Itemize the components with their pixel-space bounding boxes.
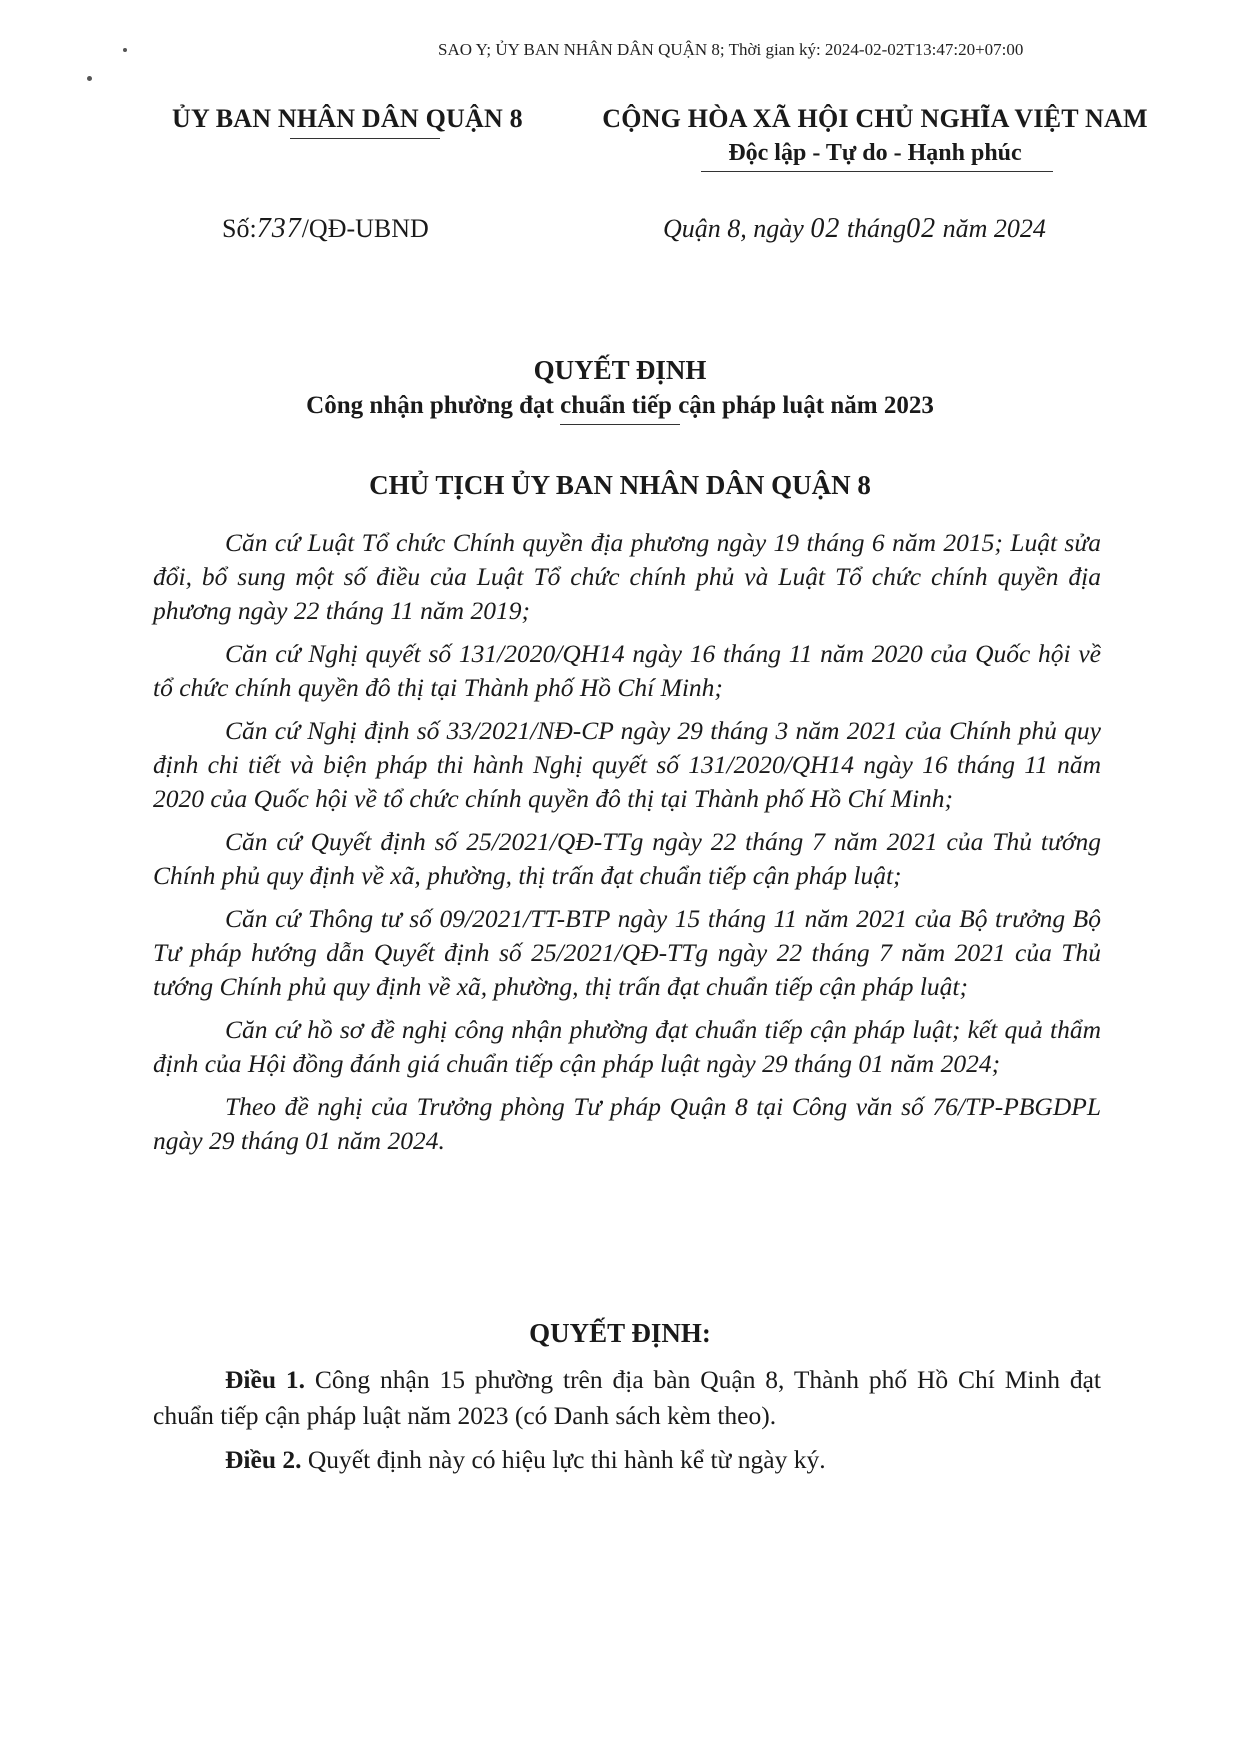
preamble-paragraph: Căn cứ Thông tư số 09/2021/TT-BTP ngày 15 tháng 11 năm 2021 của Bộ trưởng Bộ Tư pháp hướng dẫn Quyết định số 25/2021/QĐ-TTg ngày 22 tháng 7 năm 2021 của Thủ tướng Chính phủ quy định về xã, phường, thị trấn đạt chuẩn tiếp cận pháp luật; [153, 904, 1101, 1001]
preamble [153, 526, 1101, 1167]
document-title [0, 355, 1240, 425]
title-type: QUYẾT ĐỊNH [533, 355, 707, 385]
articles [153, 1362, 1101, 1486]
article-text: Công nhận 15 phường trên địa bàn Quận 8, Thành phố Hồ Chí Minh đạt chuẩn tiếp cận pháp luật năm 2023 (có Danh sách kèm theo). [153, 1365, 1102, 1430]
national-motto: Độc lập - Tự do - Hạnh phúc [728, 140, 1022, 166]
scan-speck [123, 48, 127, 52]
issuing-authority-header [172, 104, 552, 139]
document-number [222, 213, 429, 245]
nation-name: CỘNG HÒA XÃ HỘI CHỦ NGHĨA VIỆT NAM [602, 104, 1148, 133]
doc-number-suffix: /QĐ-UBND [301, 214, 429, 243]
date-month-handwritten: 02 [906, 213, 937, 244]
date-prefix: Quận 8, ngày [663, 214, 804, 243]
preamble-paragraph: Căn cứ Luật Tổ chức Chính quyền địa phương ngày 19 tháng 6 năm 2015; Luật sửa đổi, bổ sung một số điều của Luật Tổ chức chính phủ và Luật Tổ chức chính quyền địa phương ngày 22 tháng 11 năm 2019; [153, 528, 1101, 625]
scan-speck [87, 76, 92, 81]
national-header [575, 104, 1175, 172]
title-underline [560, 424, 680, 425]
organization-name: ỦY BAN NHÂN DÂN QUẬN 8 [172, 104, 523, 133]
issuing-authority-title: CHỦ TỊCH ỦY BAN NHÂN DÂN QUẬN 8 [369, 470, 871, 500]
preamble-paragraph: Theo đề nghị của Trưởng phòng Tư pháp Quận 8 tại Công văn số 76/TP-PBGDPL ngày 29 tháng 01 năm 2024. [153, 1092, 1101, 1155]
date-year: năm 2024 [942, 214, 1046, 243]
doc-number-handwritten: 737 [256, 213, 302, 244]
article-2 [153, 1442, 1101, 1478]
issue-date [663, 213, 1046, 245]
preamble-paragraph: Căn cứ Nghị định số 33/2021/NĐ-CP ngày 29 tháng 3 năm 2021 của Chính phủ quy định chi tiết và biện pháp thi hành Nghị quyết số 131/2020/QH14 ngày 16 tháng 11 năm 2020 của Quốc hội về tổ chức chính quyền đô thị tại Thành phố Hồ Chí Minh; [153, 716, 1101, 813]
header-underline [290, 138, 440, 139]
article-1 [153, 1362, 1101, 1434]
doc-number-prefix: Số: [222, 214, 257, 243]
preamble-paragraph: Căn cứ Quyết định số 25/2021/QĐ-TTg ngày 22 tháng 7 năm 2021 của Thủ tướng Chính phủ quy định về xã, phường, thị trấn đạt chuẩn tiếp cận pháp luật; [153, 827, 1101, 890]
article-label: Điều 2. [225, 1445, 302, 1474]
date-day-handwritten: 02 [810, 213, 841, 244]
motto-underline [701, 171, 1053, 172]
article-label: Điều 1. [225, 1365, 305, 1394]
preamble-paragraph: Căn cứ hồ sơ đề nghị công nhận phường đạt chuẩn tiếp cận pháp luật; kết quả thẩm định của Hội đồng đánh giá chuẩn tiếp cận pháp luật ngày 29 tháng 01 năm 2024; [153, 1015, 1101, 1078]
article-text: Quyết định này có hiệu lực thi hành kể từ ngày ký. [307, 1445, 826, 1474]
date-month-label: tháng [846, 214, 907, 243]
title-subject: Công nhận phường đạt chuẩn tiếp cận pháp luật năm 2023 [306, 392, 934, 419]
preamble-paragraph: Căn cứ Nghị quyết số 131/2020/QH14 ngày 16 tháng 11 năm 2020 của Quốc hội về tổ chức chính quyền đô thị tại Thành phố Hồ Chí Minh; [153, 639, 1101, 702]
decision-heading: QUYẾT ĐỊNH: [529, 1318, 711, 1348]
digital-signature-stamp: SAO Y; ỦY BAN NHÂN DÂN QUẬN 8; Thời gian ký: 2024-02-02T13:47:20+07:00 [438, 40, 1024, 59]
